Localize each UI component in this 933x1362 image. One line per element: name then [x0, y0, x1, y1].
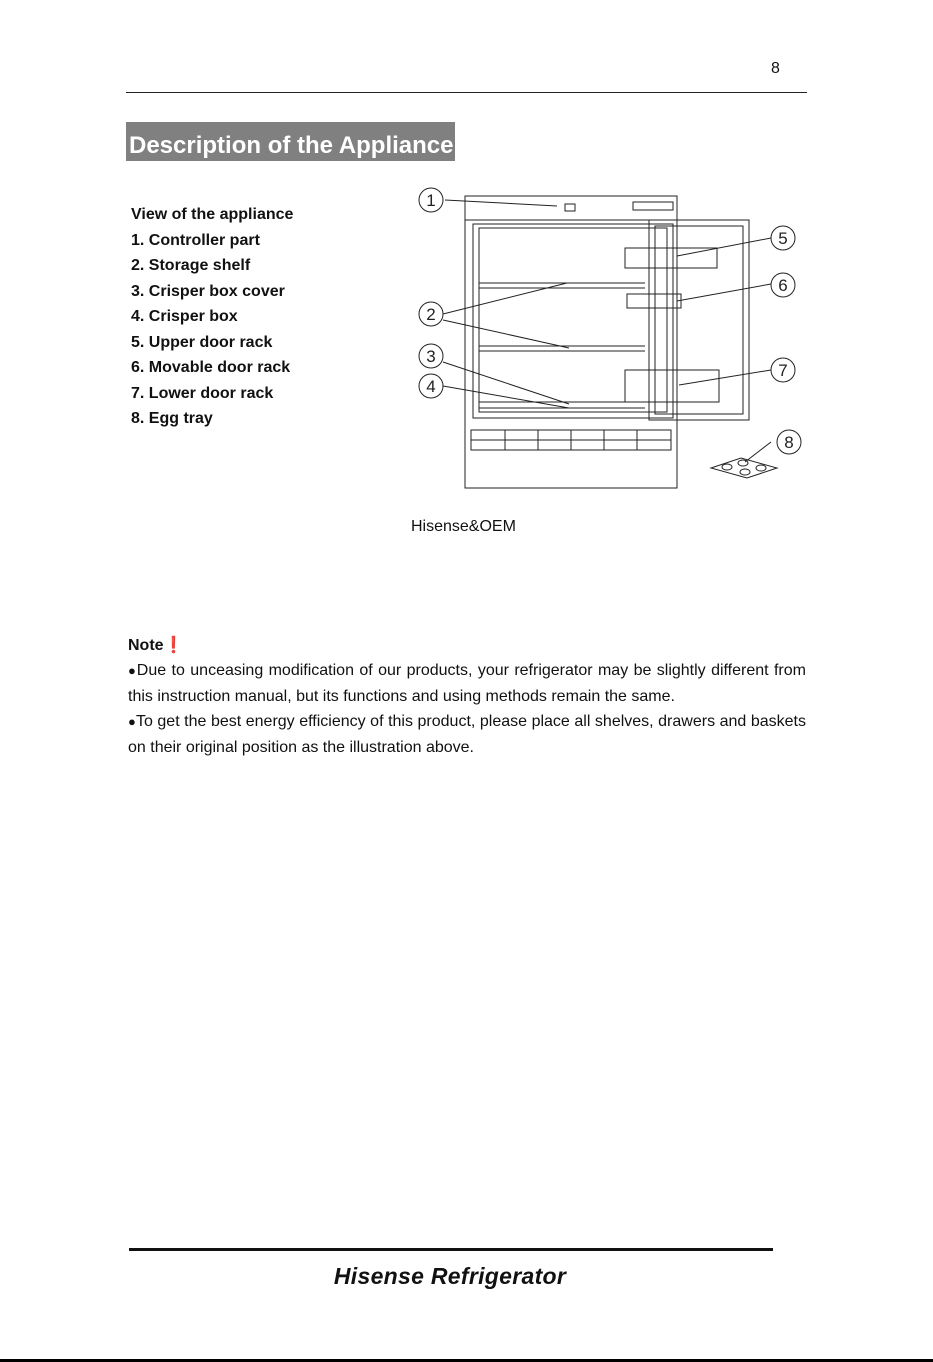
controller-display — [565, 204, 575, 211]
callout-number: 5 — [778, 229, 788, 248]
callout-number: 3 — [426, 347, 436, 366]
control-knob — [633, 202, 673, 210]
callout-number: 8 — [784, 433, 794, 452]
header-divider — [126, 92, 807, 93]
footer-brand: Hisense Refrigerator — [333, 1263, 567, 1289]
note-paragraph: ●Due to unceasing modification of our products, your refrigerator may be slightly different from this instruction manual, but its functions and using methods remain the same. — [128, 662, 806, 705]
callout-number: 6 — [778, 276, 788, 295]
part-item: 7. Lower door rack — [131, 384, 274, 402]
part-item: 2. Storage shelf — [131, 257, 251, 274]
callout-number: 4 — [426, 377, 436, 396]
part-item: 6. Movable door rack — [131, 359, 291, 376]
page-number: 8 — [771, 60, 780, 77]
parts-list — [131, 204, 293, 434]
lower-door-rack — [625, 370, 719, 402]
interior-back — [479, 228, 667, 412]
footer-divider — [129, 1248, 773, 1251]
bullet: ● — [128, 714, 136, 729]
note-body — [128, 658, 806, 760]
part-item: 3. Crisper box cover — [131, 282, 285, 300]
parts-list-heading: View of the appliance — [131, 206, 294, 223]
control-panel — [465, 196, 677, 220]
callout-number: 2 — [426, 305, 436, 324]
bullet: ● — [128, 663, 137, 678]
callout-number: 1 — [426, 191, 436, 210]
note-title: Note❗ — [128, 637, 184, 654]
part-item: 5. Upper door rack — [131, 333, 273, 351]
refrigerator-diagram — [405, 180, 825, 500]
note-paragraph: ●To get the best energy efficiency of this product, please place all shelves, drawers and baskets on their original position as the illustration above. — [128, 713, 806, 756]
door-frame — [649, 220, 749, 420]
callout-number: 7 — [778, 361, 788, 380]
interior-frame — [473, 224, 673, 418]
part-item: 1. Controller part — [131, 231, 260, 249]
part-item: 4. Crisper box — [131, 308, 238, 325]
part-item: 8. Egg tray — [131, 410, 213, 427]
diagram-caption: Hisense&OEM — [411, 518, 516, 535]
section-title: Description of the Appliance — [126, 122, 455, 161]
